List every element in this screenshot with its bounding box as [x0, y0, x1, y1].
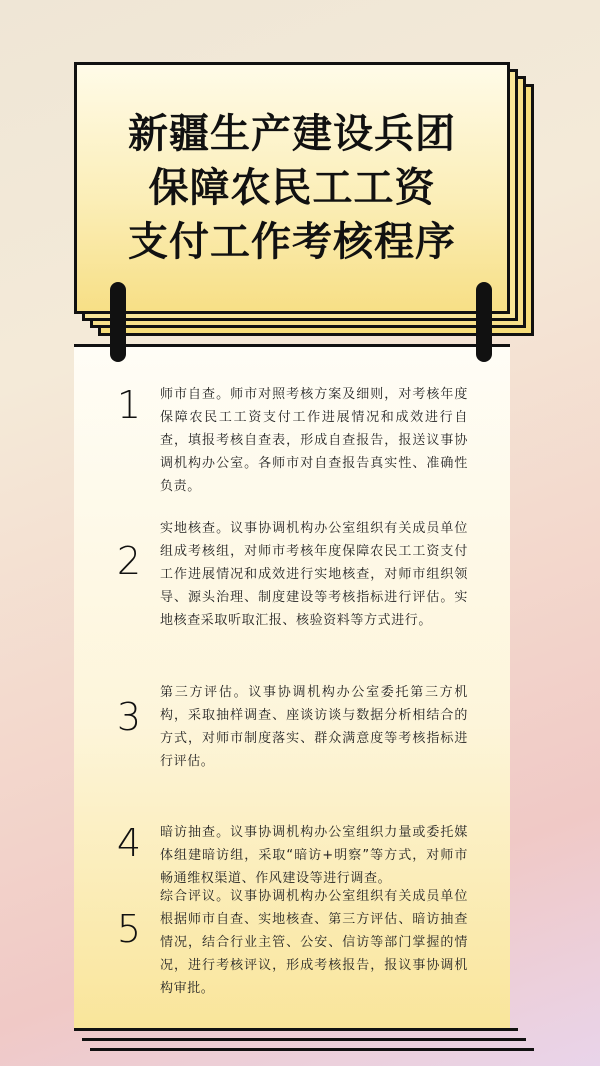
step-text: 综合评议。议事协调机构办公室组织有关成员单位根据师市自查、实地核查、第三方评估、暗访抽查情况，结合行业主管、公安、信访等部门掌握的情况，进行考核评议，形成考核报告，报议事协调机构审批。 — [160, 889, 468, 996]
title-line-2: 保障农民工工资 — [148, 165, 436, 211]
title-line-3: 支付工作考核程序 — [128, 219, 456, 265]
step-number: 3 — [116, 695, 142, 739]
steps-panel — [74, 347, 510, 1030]
step-text: 师市自查。师市对照考核方案及细则，对考核年度保障农民工工资支付工作进展情况和成效进行自查，填报考核自查表，形成自查报告，报送议事协调机构办公室。各师市对自查报告真实性、准确性负责。 — [160, 387, 468, 494]
title-line-1: 新疆生产建设兵团 — [128, 111, 456, 157]
title-card-stack — [74, 62, 510, 314]
step-text: 暗访抽查。议事协调机构办公室组织力量或委托媒体组建暗访组，采取“暗访+明察”等方式，对师市畅通维权渠道、作风建设等进行调查。 — [160, 825, 468, 886]
step-number: 4 — [116, 821, 142, 865]
step-number: 2 — [116, 539, 142, 583]
title-card — [74, 62, 510, 314]
binder-ring-right — [476, 282, 492, 362]
step-number: 5 — [116, 907, 142, 951]
page-edge-line-1 — [74, 1028, 518, 1031]
binder-ring-left — [110, 282, 126, 362]
page-edge-line-3 — [90, 1048, 534, 1051]
step-number: 1 — [116, 383, 142, 427]
step-text: 实地核查。议事协调机构办公室组织有关成员单位组成考核组，对师市考核年度保障农民工工资支付工作进展情况和成效进行实地核查，对师市组织领导、源头治理、制度建设等考核指标进行评估。实地核查采取听取汇报、核验资料等方式进行。 — [160, 521, 468, 628]
step-text: 第三方评估。议事协调机构办公室委托第三方机构，采取抽样调查、座谈访谈与数据分析相结合的方式，对师市制度落实、群众满意度等考核指标进行评估。 — [160, 685, 468, 769]
page-edge-line-2 — [82, 1038, 526, 1041]
